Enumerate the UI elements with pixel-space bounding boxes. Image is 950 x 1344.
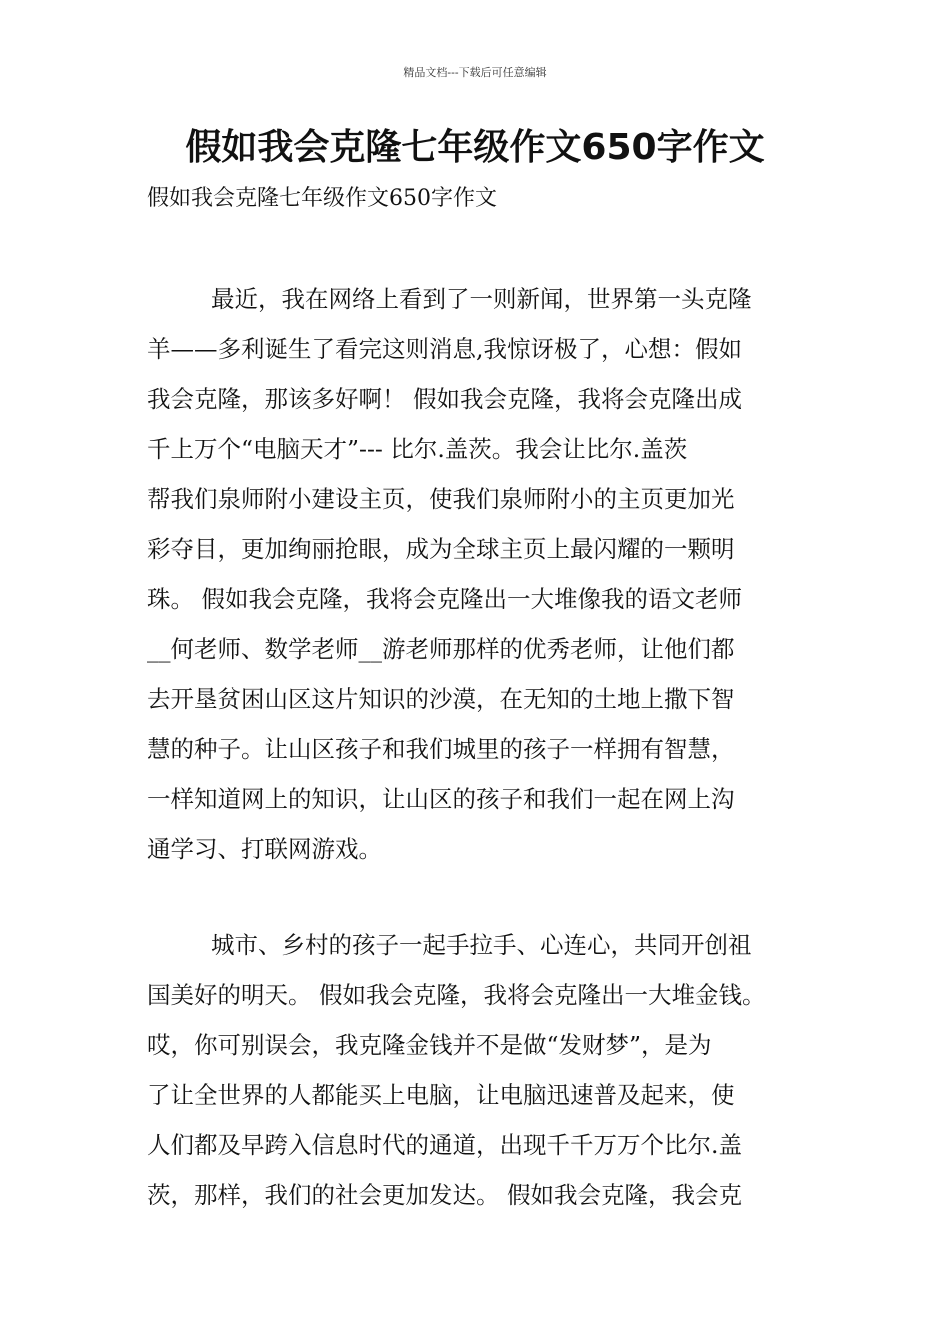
text-line: __何老师、数学老师__游老师那样的优秀老师，让他们都: [147, 635, 735, 663]
paragraph-1: [147, 274, 817, 874]
text-line: 羊——多利诞生了看完这则消息,我惊讶极了，心想：假如: [147, 335, 742, 363]
document-subtitle: 假如我会克隆七年级作文650字作文: [147, 186, 497, 211]
header-note: 精品文档---下载后可任意编辑: [403, 66, 547, 79]
text-line: 我会克隆，那该多好啊！ 假如我会克隆，我将会克隆出成: [147, 385, 742, 413]
text-line: 哎，你可别误会，我克隆金钱并不是做“发财梦”，是为: [147, 1031, 712, 1059]
paragraph-2: [147, 920, 817, 1220]
text-line: 人们都及早跨入信息时代的通道，出现千千万万个比尔.盖: [147, 1131, 742, 1159]
text-line: 去开垦贫困山区这片知识的沙漠，在无知的土地上撒下智: [147, 685, 735, 713]
document-title: 假如我会克隆七年级作文650字作文: [185, 127, 765, 168]
text-line: 千上万个“电脑天才”--- 比尔.盖茨。我会让比尔.盖茨: [147, 435, 688, 463]
text-line: 一样知道网上的知识，让山区的孩子和我们一起在网上沟: [147, 785, 735, 813]
text-line: 最近，我在网络上看到了一则新闻，世界第一头克隆: [211, 285, 752, 313]
text-line: 彩夺目，更加绚丽抢眼，成为全球主页上最闪耀的一颗明: [147, 535, 735, 563]
text-line: 国美好的明天。 假如我会克隆，我将会克隆出一大堆金钱。: [147, 981, 766, 1009]
text-line: 茨，那样，我们的社会更加发达。 假如我会克隆，我会克: [147, 1181, 742, 1209]
text-line: 了让全世界的人都能买上电脑，让电脑迅速普及起来，使: [147, 1081, 735, 1109]
text-line: 通学习、打联网游戏。: [147, 835, 382, 863]
text-line: 珠。 假如我会克隆，我将会克隆出一大堆像我的语文老师: [147, 585, 742, 613]
text-line: 城市、乡村的孩子一起手拉手、心连心，共同开创祖: [211, 931, 752, 959]
text-line: 慧的种子。让山区孩子和我们城里的孩子一样拥有智慧，: [147, 735, 735, 763]
text-line: 帮我们泉师附小建设主页，使我们泉师附小的主页更加光: [147, 485, 735, 513]
